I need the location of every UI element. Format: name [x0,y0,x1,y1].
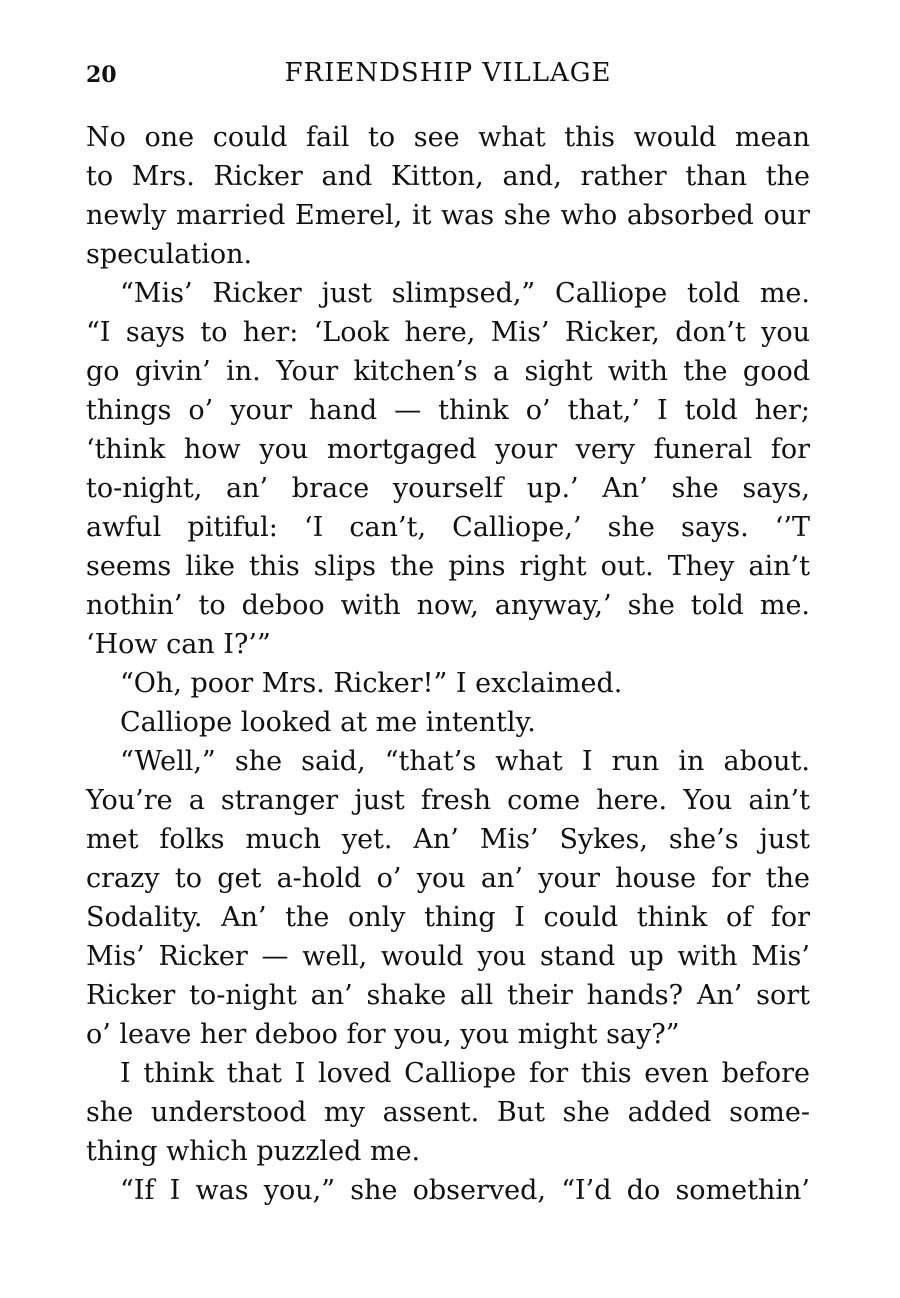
text-line: “Well,” she said, “that’s what I run in about. [120,746,810,777]
text-line: things o’ your hand — think o’ that,’ I told her; [86,395,810,426]
text-line: You’re a stranger just fresh come here. You ain’t [86,785,810,816]
text-line: Sodality. An’ the only thing I could think of for [86,902,810,933]
text-line: Ricker to-night an’ shake all their hands? An’ sort [86,980,810,1011]
text-line: o’ leave her deboo for you, you might say?” [86,1019,680,1050]
text-line: I think that I loved Calliope for this even before [120,1058,810,1089]
text-line: she understood my assent. But she added some- [86,1097,810,1128]
text-line: crazy to get a-hold o’ you an’ your house for the [86,863,810,894]
text-line: speculation. [86,239,253,270]
page-number: 20 [86,62,117,88]
text-line: No one could fail to see what this would mean [86,122,810,153]
text-line: ‘How can I?’” [86,629,271,660]
text-line: go givin’ in. Your kitchen’s a sight with the good [86,356,810,387]
text-line: newly married Emerel, it was she who absorbed our [86,200,810,231]
body-text [86,118,810,1210]
text-line: Mis’ Ricker — well, would you stand up with Mis’ [86,941,810,972]
text-line: “If I was you,” she observed, “I’d do somethin’ [120,1175,810,1206]
running-title: FRIENDSHIP VILLAGE [284,58,612,88]
text-line: “Mis’ Ricker just slimpsed,” Calliope told me. [120,278,810,309]
text-line: Calliope looked at me intently. [120,707,536,738]
text-line: awful pitiful: ‘I can’t, Calliope,’ she says. ‘’T [86,512,810,543]
text-line: “I says to her: ‘Look here, Mis’ Ricker, don’t you [86,317,810,348]
running-head [86,58,810,98]
text-line: met folks much yet. An’ Mis’ Sykes, she’s just [86,824,810,855]
text-line: “Oh, poor Mrs. Ricker!” I exclaimed. [120,668,623,699]
text-line: thing which puzzled me. [86,1136,421,1167]
text-line: seems like this slips the pins right out. They ain’t [86,551,810,582]
text-line: to Mrs. Ricker and Kitton, and, rather than the [86,161,810,192]
text-line: nothin’ to deboo with now, anyway,’ she told me. [86,590,810,621]
text-line: to-night, an’ brace yourself up.’ An’ she says, [86,473,810,504]
text-line: ‘think how you mortgaged your very funeral for [86,434,810,465]
